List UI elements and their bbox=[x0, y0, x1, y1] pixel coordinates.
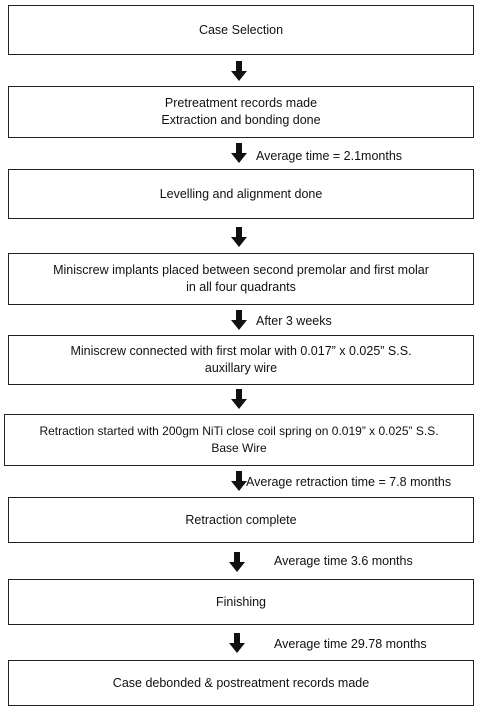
down-arrow-icon bbox=[231, 143, 247, 163]
step-text: Miniscrew connected with first molar with 0.017” x 0.025” S.S. bbox=[70, 344, 412, 358]
step-case-debonded bbox=[8, 660, 474, 706]
step-pretreatment-records bbox=[8, 86, 474, 138]
step-text: Case debonded & postreatment records made bbox=[112, 675, 370, 690]
step-text: Finishing bbox=[215, 594, 267, 609]
duration-note: Average time 29.78 months bbox=[274, 637, 427, 651]
step-miniscrew-connected bbox=[8, 335, 474, 385]
down-arrow-icon bbox=[231, 471, 247, 491]
down-arrow-icon bbox=[229, 552, 245, 572]
step-miniscrew-placed bbox=[8, 253, 474, 305]
duration-note: Average retraction time = 7.8 months bbox=[246, 475, 452, 489]
step-levelling-alignment bbox=[8, 169, 474, 219]
step-finishing bbox=[8, 579, 474, 625]
duration-note: Average time 3.6 months bbox=[274, 554, 413, 568]
step-text: Base Wire bbox=[211, 441, 267, 455]
step-retraction-started bbox=[4, 414, 474, 466]
step-text: Retraction started with 200gm NiTi close coil spring on 0.019” x 0.025” S.S. bbox=[39, 424, 439, 438]
step-text: Levelling and alignment done bbox=[159, 186, 323, 201]
duration-note: Average time = 2.1months bbox=[256, 149, 403, 163]
step-text: Case Selection bbox=[198, 22, 284, 37]
duration-note: After 3 weeks bbox=[256, 314, 332, 328]
down-arrow-icon bbox=[229, 633, 245, 653]
step-case-selection bbox=[8, 5, 474, 55]
down-arrow-icon bbox=[231, 227, 247, 247]
step-text: auxillary wire bbox=[204, 361, 278, 375]
step-retraction-complete bbox=[8, 497, 474, 543]
down-arrow-icon bbox=[231, 310, 247, 330]
step-text: in all four quadrants bbox=[186, 280, 296, 294]
down-arrow-icon bbox=[231, 389, 247, 409]
down-arrow-icon bbox=[231, 61, 247, 81]
step-text: Pretreatment records made bbox=[164, 96, 318, 110]
step-text: Miniscrew implants placed between second premolar and first molar bbox=[53, 263, 429, 277]
step-text: Retraction complete bbox=[185, 512, 297, 527]
step-text: Extraction and bonding done bbox=[161, 113, 321, 127]
